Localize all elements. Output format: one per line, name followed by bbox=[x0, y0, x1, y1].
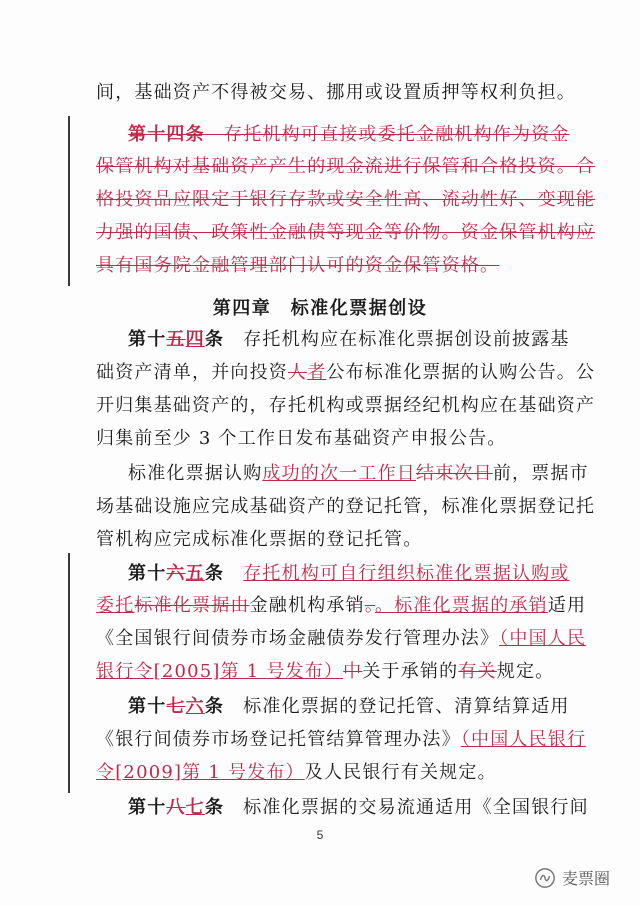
text-span: 前，票据市 bbox=[492, 463, 589, 484]
text-span: 条 bbox=[204, 696, 225, 717]
watermark bbox=[534, 866, 610, 889]
deleted-text: 。 bbox=[364, 595, 376, 616]
inserted-text: 。标准化票据的承销 bbox=[375, 595, 548, 616]
text-span: 《全国银行间债券市场金融债券发行管理办法》 bbox=[96, 628, 500, 649]
inserted-text: 五 bbox=[185, 563, 205, 584]
inserted-text: （中国人民银行 bbox=[460, 729, 587, 750]
text-span: 《银行间债券市场登记托管结算管理办法》 bbox=[96, 729, 461, 750]
text-line bbox=[96, 395, 595, 417]
watermark-text: 麦票圈 bbox=[561, 869, 610, 888]
text-span: 第十 bbox=[128, 329, 167, 350]
text-line bbox=[128, 563, 570, 585]
text-span: 规定。 bbox=[496, 661, 555, 682]
text-span: 第十 bbox=[128, 563, 167, 584]
inserted-text: （中国人民 bbox=[499, 628, 587, 649]
deleted-text: 标准化票据由 bbox=[134, 595, 250, 616]
text-span: 场基础设施应完成基础资产的登记托管，标准化票据登记托 bbox=[96, 496, 596, 517]
wechat-channel-icon bbox=[534, 867, 556, 889]
text-line bbox=[96, 156, 595, 178]
inserted-text: 六 bbox=[185, 696, 205, 717]
inserted-text: 存托机构可自行组织标准化票据认购或 bbox=[243, 563, 570, 584]
text-line bbox=[96, 222, 595, 244]
text-span: 标准化票据的登记托管、清算结算适用 bbox=[224, 696, 570, 717]
deleted-text: 格投资品应限定于银行存款或安全性高、流动性好、变现能 bbox=[96, 189, 596, 210]
deleted-text: 具有国务院金融管理部门认可的资金保管资格。 bbox=[96, 255, 500, 276]
text-line bbox=[96, 496, 595, 518]
inserted-text: 七 bbox=[185, 797, 205, 818]
text-span: 条 bbox=[204, 329, 225, 350]
text-span: 础资产清单，并向投资 bbox=[96, 362, 288, 383]
text-span: 及人民银行有关规定。 bbox=[304, 762, 497, 783]
inserted-text: 四 bbox=[185, 329, 205, 350]
text-line bbox=[96, 82, 576, 104]
text-line bbox=[128, 696, 570, 718]
deleted-text: 力强的国债、政策性金融债等现金等价物。资金保管机构应 bbox=[96, 222, 596, 243]
inserted-text: 者 bbox=[307, 362, 327, 383]
text-span bbox=[224, 563, 243, 584]
text-line bbox=[96, 661, 554, 683]
text-span: 归集前至少 3 个工作日发布基础资产申报公告。 bbox=[96, 428, 507, 449]
inserted-text: 成功的次一工作日 bbox=[262, 463, 417, 484]
deleted-text: 第十四条 bbox=[128, 124, 205, 145]
text-line bbox=[96, 362, 595, 384]
deleted-text: 七 bbox=[166, 696, 186, 717]
text-line bbox=[96, 628, 586, 650]
text-line bbox=[128, 124, 570, 146]
deleted-text: 八 bbox=[166, 797, 186, 818]
text-span: 关于承销的 bbox=[362, 661, 459, 682]
text-span: 第十 bbox=[128, 797, 167, 818]
inserted-text: 委托 bbox=[96, 595, 135, 616]
text-line bbox=[96, 762, 497, 784]
text-line bbox=[96, 428, 507, 450]
chapter-heading: 第四章 标准化票据创设 bbox=[212, 298, 428, 319]
deleted-text: 存托机构可直接或委托金融机构作为资金 bbox=[204, 124, 570, 145]
text-line bbox=[128, 797, 589, 819]
inserted-text: 银行令[2005]第 1 号发布） bbox=[96, 661, 344, 682]
text-line bbox=[128, 329, 570, 351]
deleted-text: 有关 bbox=[458, 661, 497, 682]
deleted-text: 六 bbox=[166, 563, 186, 584]
change-bar bbox=[68, 116, 70, 286]
deleted-text: 人 bbox=[288, 362, 308, 383]
deleted-text: 五 bbox=[166, 329, 186, 350]
deleted-text: 结束次日 bbox=[416, 463, 493, 484]
text-line bbox=[96, 189, 595, 211]
text-span: 管机构应完成标准化票据的登记托管。 bbox=[96, 529, 423, 550]
text-span: 开归集基础资产的，存托机构或票据经纪机构应在基础资产 bbox=[96, 395, 596, 416]
page-number: 5 bbox=[316, 828, 324, 842]
text-line bbox=[96, 255, 499, 277]
text-line bbox=[96, 729, 586, 751]
text-span: 金融机构承销 bbox=[249, 595, 365, 616]
text-span: 存托机构应在标准化票据创设前披露基 bbox=[224, 329, 570, 350]
text-line bbox=[96, 529, 422, 551]
text-span: 条 bbox=[204, 563, 225, 584]
text-span: 第十 bbox=[128, 696, 167, 717]
text-span: 标准化票据认购 bbox=[128, 463, 263, 484]
change-bar bbox=[68, 553, 70, 793]
inserted-text: 令[2009]第 1 号发布） bbox=[96, 762, 305, 783]
text-span: 标准化票据的交易流通适用《全国银行间 bbox=[224, 797, 589, 818]
text-span: 间，基础资产不得被交易、挪用或设置质押等权利负担。 bbox=[96, 82, 576, 103]
deleted-text: 保管机构对基础资产产生的现金流进行保管和合格投资。合 bbox=[96, 156, 596, 177]
text-line bbox=[128, 463, 589, 485]
text-line bbox=[96, 595, 586, 617]
text-span: 条 bbox=[204, 797, 225, 818]
deleted-text: 中 bbox=[343, 661, 363, 682]
text-span: 公布标准化票据的认购公告。公 bbox=[326, 362, 596, 383]
text-span: 适用 bbox=[547, 595, 587, 616]
